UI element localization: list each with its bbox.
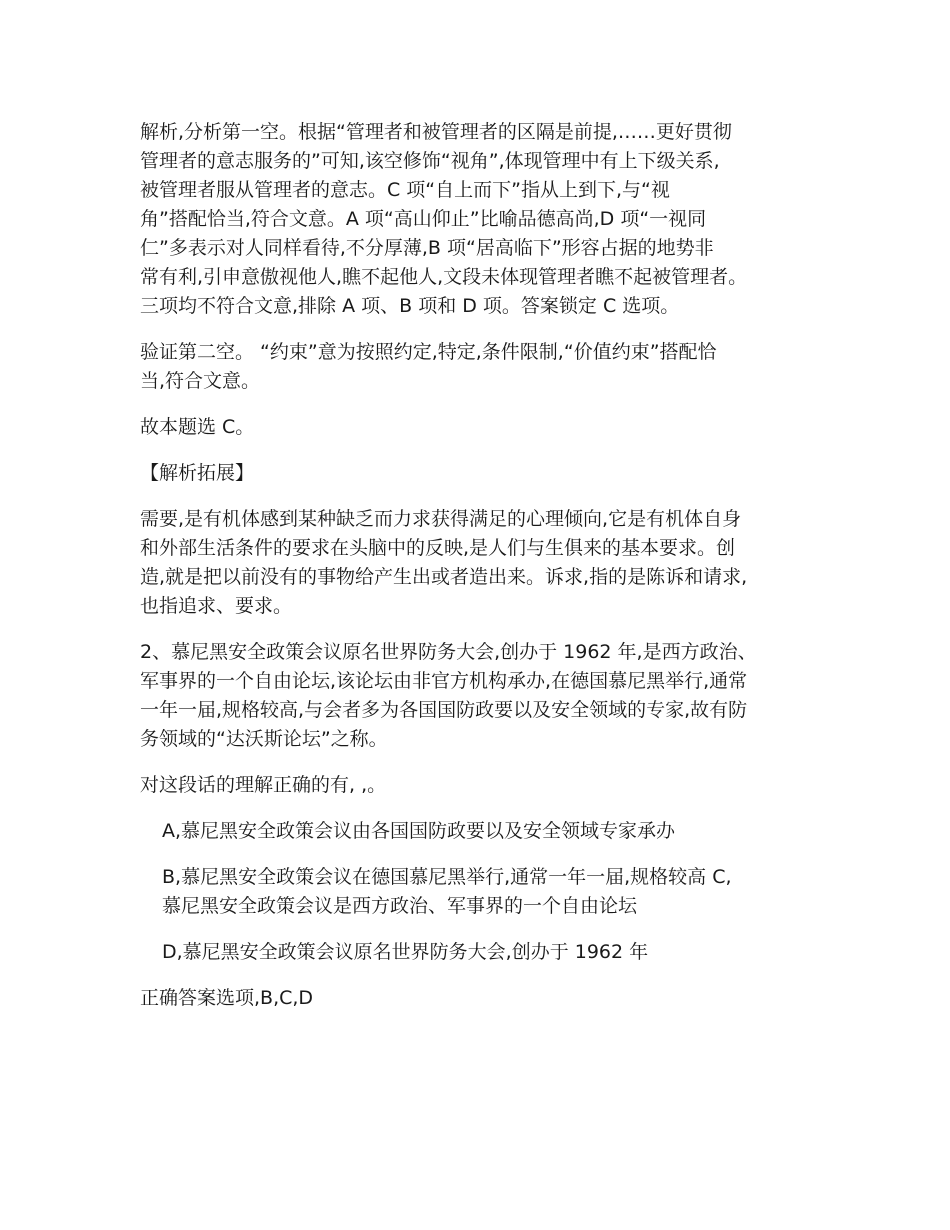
question-2-prompt: 对这段话的理解正确的有, ,。 xyxy=(140,774,387,796)
question-2-passage: 2、慕尼黑安全政策会议原名世界防务大会,创办于 1962 年,是西方政治、 军事界的一个自由论坛,该论坛由非官方机构承办,在德国慕尼黑举行,通常 一年一届,规格较高,与会者多为各国国防政要以及安全领域的专家,故有防 务领域的“达沃斯论坛”之称。 xyxy=(140,641,757,750)
verification-paragraph: 验证第二空。 “约束”意为按照约定,特定,条件限制,“价值约束”搭配恰 当,符合文意。 xyxy=(140,341,717,392)
option-a: A,慕尼黑安全政策会议由各国国防政要以及安全领域专家承办 xyxy=(162,820,676,842)
extension-paragraph: 需要,是有机体感到某种缺乏而力求获得满足的心理倾向,它是有机体自身 和外部生活条件的要求在头脑中的反映,是人们与生俱来的基本要求。创 造,就是把以前没有的事物给产生出或者造出来。诉求,指的是陈诉和请求, 也指追求、要求。 xyxy=(140,508,748,617)
section-heading-extension: 【解析拓展】 xyxy=(140,462,255,484)
option-b-c: B,慕尼黑安全政策会议在德国慕尼黑举行,通常一年一届,规格较高 C, 慕尼黑安全政策会议是西方政治、军事界的一个自由论坛 xyxy=(162,866,732,917)
document-page xyxy=(140,118,812,1013)
correct-answer: 正确答案选项,B,C,D xyxy=(140,987,314,1009)
option-d: D,慕尼黑安全政策会议原名世界防务大会,创办于 1962 年 xyxy=(162,941,649,963)
analysis-paragraph: 解析,分析第一空。根据“管理者和被管理者的区隔是前提,……更好贯彻 管理者的意志服务的”可知,该空修饰“视角”,体现管理中有上下级关系, 被管理者服从管理者的意志。C 项“自上而下”指从上到下,与“视 角”搭配恰当,符合文意。A 项“高山仰止”比喻品德高尚,D 项“一视同 仁”多表示对人同样看待,不分厚薄,B 项“居高临下”形容占据的地势非 常有利,引申意傲视他人,瞧不起他人,文段未体现管理者瞧不起被管理者。 三项均不符合文意,排除 A 项、B 项和 D 项。答案锁定 C 选项。 xyxy=(140,121,748,317)
answer-conclusion: 故本题选 C。 xyxy=(140,416,255,438)
